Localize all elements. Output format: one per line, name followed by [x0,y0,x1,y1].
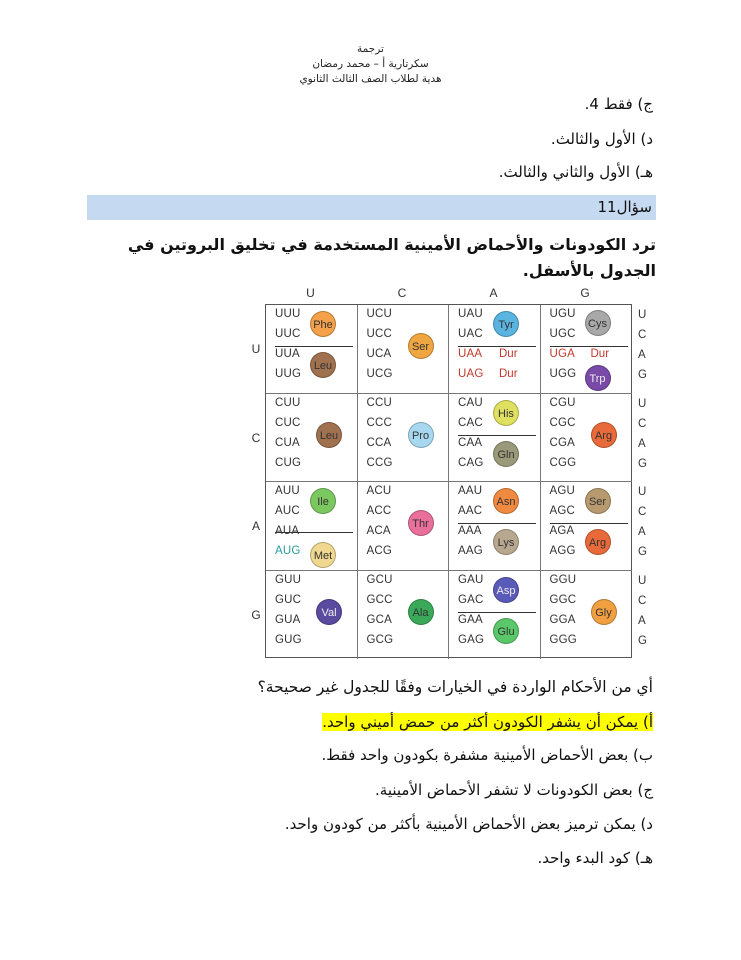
codon-cell [449,305,541,394]
codon-divider [550,523,628,524]
codon-label: ACC [366,505,392,517]
codon-divider [458,523,536,524]
codon-label: AAG [458,545,483,557]
codon-label: UUA [275,348,300,360]
codon-cell [358,394,450,483]
codon-label: GAG [458,633,485,646]
option-d[interactable]: د) يمكن ترميز بعض الأحماض الأمينية بأكثر من كودون واحد. [284,815,653,833]
codon-cell [358,482,450,571]
codon-label: AAA [458,525,482,537]
codon-divider [275,532,353,533]
codon-label: GUC [275,593,302,606]
codon-cell [358,571,450,660]
codon-label: UGU [549,308,576,320]
codon-label: ACG [366,545,393,557]
codon-label: CAU [458,396,483,409]
codon-label: UAU [458,308,483,320]
codon-label: AUU [275,485,300,497]
codon-label: UCG [366,368,393,380]
prev-option-c: ج) فقط 4. [584,95,653,113]
amino-acid-badge: Met [310,542,336,568]
prev-option-d: د) الأول والثالث. [550,130,653,148]
codon-label: CGU [549,396,576,409]
codon-label: GGC [549,593,577,606]
codon-label: GGG [549,633,577,646]
codon-cell [358,305,450,394]
codon-label: AUA [275,525,300,537]
codon-label: AGC [549,505,576,517]
codon-cell [541,305,633,394]
third-base-C: C [638,506,647,518]
amino-acid-badge: Leu [316,422,342,448]
codon-label: AGU [549,485,576,497]
codon-label: CGC [549,416,576,429]
codon-label: UUG [275,368,302,380]
header-line-3: هدية لطلاب الصف الثالث الثانوي [299,73,442,85]
codon-label: UAC [458,328,483,340]
question-label: سؤال11 [597,198,652,216]
amino-acid-badge: Ser [585,488,611,514]
third-base-G: G [638,634,647,647]
codon-cell [266,571,358,660]
codon-cell [541,394,633,483]
amino-acid-badge: Asp [493,577,519,603]
codon-label: UCC [366,328,393,340]
option-a[interactable] [322,713,653,731]
codon-cell [266,482,358,571]
codon-cell [449,571,541,660]
amino-acid-badge: Thr [408,510,434,536]
third-base-U: U [638,486,647,498]
codon-label: GGA [549,613,576,626]
question-prompt: أي من الأحكام الواردة في الخيارات وفقًا للجدول غير صحيحة؟ [257,678,653,696]
codon-label: AGA [549,525,575,537]
amino-acid-badge: Pro [408,422,434,448]
codon-label: GAU [458,573,484,586]
page-header [0,42,741,87]
amino-acid-badge: Gln [493,441,519,467]
codon-label: CCG [366,456,393,469]
question-text: ترد الكودونات والأحماض الأمينية المستخدمة في تخليق البروتين في الجدول بالأسفل. [127,235,656,280]
codon-divider [458,346,536,347]
third-base-A: A [638,614,646,627]
codon-label: ACA [366,525,391,537]
codon-label: CAA [458,436,483,449]
column-head-C: C [397,286,407,300]
third-base-U: U [638,309,647,321]
codon-label: GCC [366,593,393,606]
codon-label: AAU [458,485,483,497]
amino-acid-badge: Phe [310,311,336,337]
codon-label: AGG [549,545,576,557]
column-head-G: G [580,286,590,300]
codon-label: UCA [366,348,392,360]
amino-acid-badge: Ser [408,333,434,359]
amino-acid-badge: Ile [310,488,336,514]
codon-label: CAC [458,416,483,429]
codon-label: CUG [275,456,302,469]
option-a-text: أ) يمكن أن يشفر الكودون أكثر من حمض أميني واحد. [322,713,653,731]
question-label-bar [87,195,656,220]
codon-label: AAC [458,505,483,517]
option-c[interactable]: ج) بعض الكودونات لا تشفر الأحماض الأمينية. [375,781,653,799]
option-e[interactable]: هـ) كود البدء واحد. [537,849,653,867]
codon-label: GUA [275,613,301,626]
amino-acid-badge: Arg [591,422,617,448]
third-base-G: G [638,369,647,381]
column-head-U: U [306,286,315,300]
amino-acid-badge: Asn [493,488,519,514]
codon-label: UUU [275,308,301,320]
third-base-A: A [638,526,646,538]
codon-label: UGG [549,368,577,380]
codon-label: CUC [275,416,301,429]
codon-label: GUG [275,633,302,646]
codon-cell [541,482,633,571]
amino-acid-badge: Cys [585,310,611,336]
codon-label: CGA [549,436,576,449]
codon-label: CCA [366,436,392,449]
codon-label: CUA [275,436,300,449]
third-base-A: A [638,437,646,450]
codon-label: CAG [458,456,484,469]
amino-acid-badge: Leu [310,352,336,378]
third-base-C: C [638,594,647,607]
stop-codon-label: Dur [499,348,518,360]
amino-acid-badge: Val [316,599,342,625]
codon-label: UAA [458,348,483,360]
row-head-C: C [251,430,261,445]
row-head-A: A [251,519,260,533]
amino-acid-badge: His [493,400,519,426]
prev-option-e: هـ) الأول والثاني والثالث. [498,163,653,181]
third-base-G: G [638,546,647,558]
codon-label: GCG [366,633,394,646]
third-base-G: G [638,457,647,470]
codon-label: UCU [366,308,393,320]
amino-acid-badge: Trp [585,365,611,391]
codon-label: GGU [549,573,577,586]
header-line-1: ترجمة [357,43,384,55]
stop-codon-label: Dur [499,368,518,380]
row-head-G: G [251,607,261,622]
codon-cell [266,305,358,394]
codon-label: CGG [549,456,577,469]
third-base-C: C [638,329,647,341]
third-base-U: U [638,574,647,587]
codon-label: GAA [458,613,483,626]
codon-label: UUC [275,328,301,340]
codon-label: ACU [366,485,392,497]
amino-acid-badge: Ala [408,599,434,625]
option-b[interactable]: ب) بعض الأحماض الأمينية مشفرة بكودون واحد فقط. [321,746,653,764]
column-head-A: A [489,286,498,300]
codon-table [246,286,666,660]
amino-acid-badge: Glu [493,618,519,644]
codon-label: GCA [366,613,393,626]
third-base-U: U [638,397,647,410]
codon-divider [458,612,536,613]
codon-label: AUG [275,545,301,557]
third-base-A: A [638,349,646,361]
codon-cell [449,394,541,483]
codon-label: GUU [275,573,302,586]
codon-cell [266,394,358,483]
amino-acid-badge: Gly [591,599,617,625]
stop-codon-label: Dur [590,348,610,360]
codon-label: GCU [366,573,393,586]
codon-cell [449,482,541,571]
codon-label: UAG [458,368,484,380]
amino-acid-badge: Lys [493,529,519,555]
codon-cell [541,571,633,660]
amino-acid-badge: Arg [585,529,611,555]
codon-label: CCU [366,396,393,409]
third-base-C: C [638,417,647,430]
row-head-U: U [251,342,261,356]
codon-label: GAC [458,593,484,606]
header-line-2: سكرتارية أ – محمد رمضان [312,58,429,70]
codon-label: AUC [275,505,300,517]
codon-label: CCC [366,416,393,429]
codon-label: CUU [275,396,301,409]
codon-label: UGA [549,348,576,360]
codon-grid [265,304,632,658]
codon-divider [458,435,536,436]
amino-acid-badge: Tyr [493,311,519,337]
codon-divider [550,346,628,347]
codon-label: UGC [549,328,576,340]
codon-divider [275,346,353,347]
